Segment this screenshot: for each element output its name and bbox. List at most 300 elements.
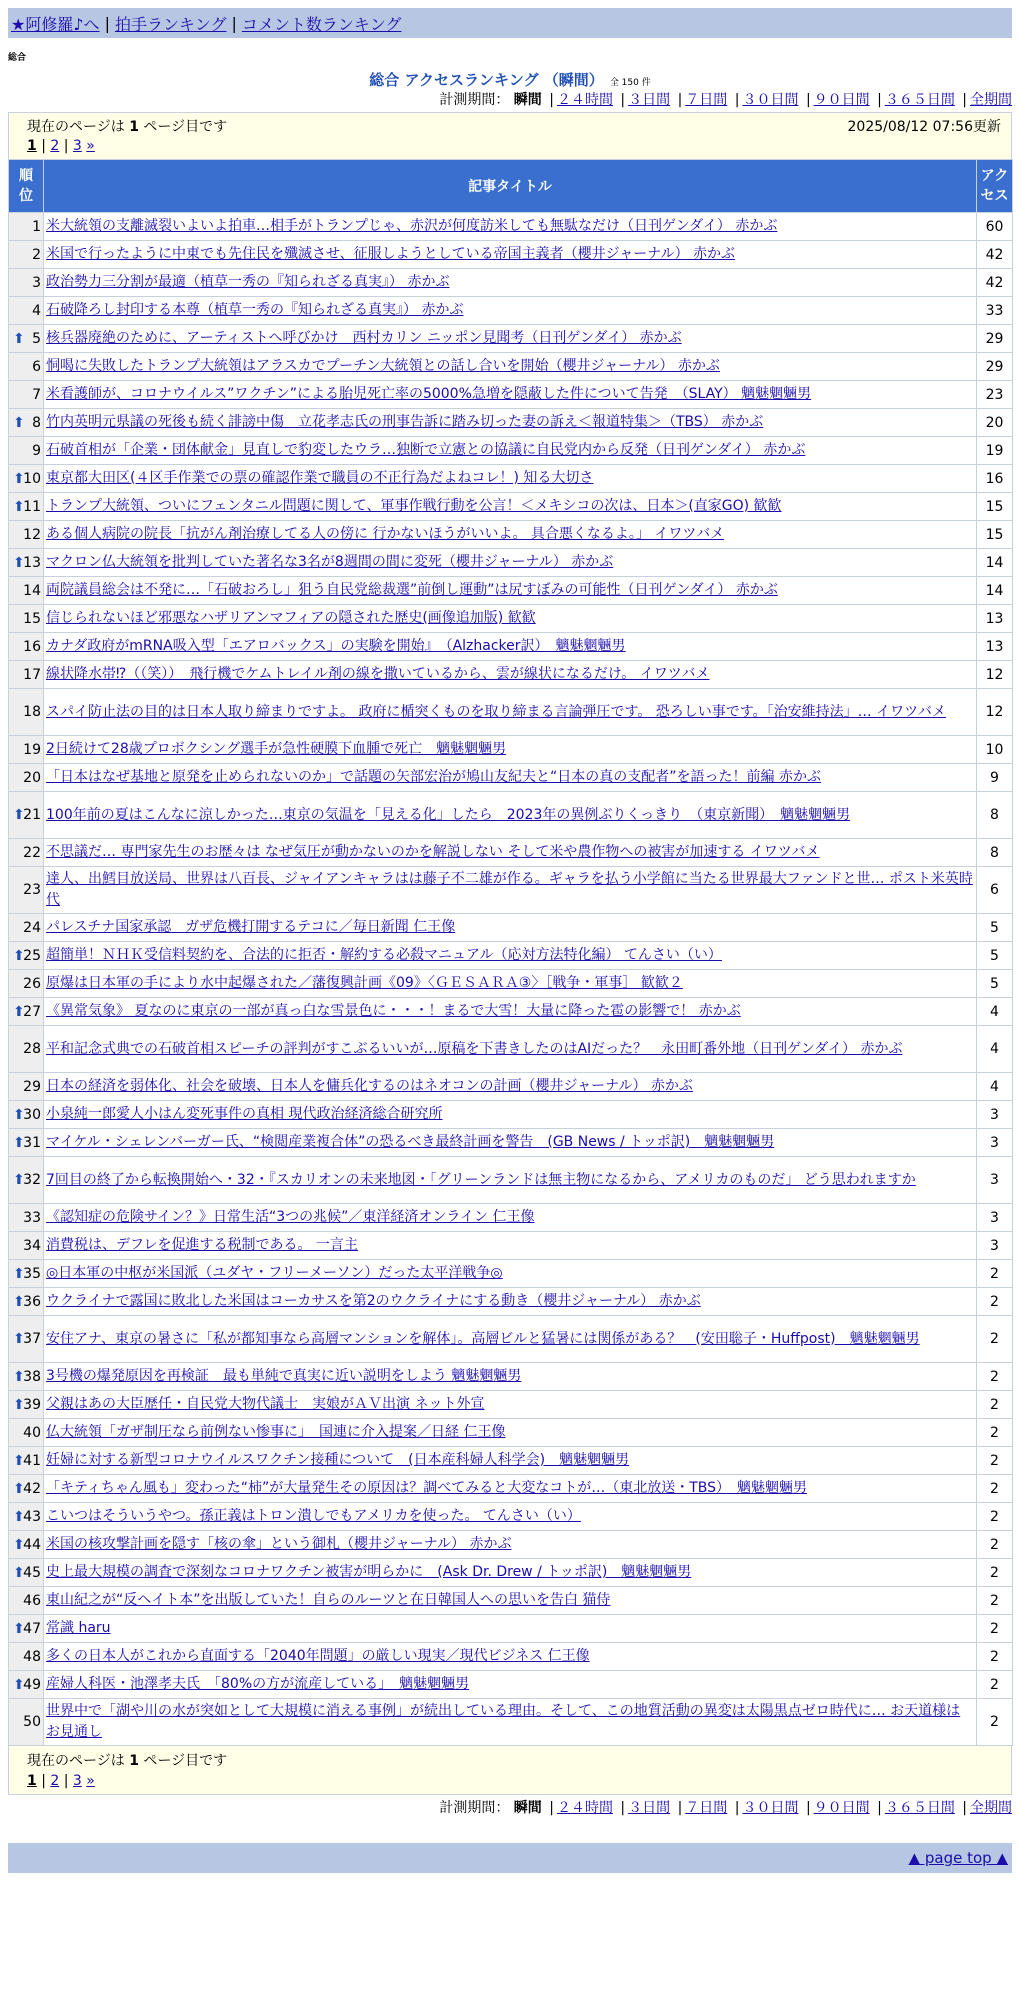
- page-link-next[interactable]: »: [86, 1773, 95, 1789]
- rank-number: 25: [23, 947, 41, 964]
- access-count: 29: [977, 353, 1013, 381]
- up-arrow-icon: ⬆: [13, 1172, 25, 1188]
- table-row: [9, 1363, 1013, 1391]
- period-sep: |: [549, 92, 554, 108]
- access-count: 8: [977, 792, 1013, 839]
- title-cell: [44, 764, 977, 792]
- header-title: 記事タイトル: [44, 160, 977, 213]
- rank-cell: [9, 970, 44, 998]
- table-row: [9, 661, 1013, 689]
- table-row: [9, 437, 1013, 465]
- rank-number: 17: [23, 666, 41, 683]
- article-link[interactable]: トランプ大統領、ついにフェンタニル問題に関して、軍事作戦行動を公言！＜メキシコの次は、日本＞(直家GO) 歓歓: [46, 498, 782, 514]
- rank-number: 4: [32, 302, 41, 319]
- pager-prefix: 現在のページは: [27, 1753, 125, 1769]
- rank-cell: [9, 1475, 44, 1503]
- title-cell: [44, 998, 977, 1026]
- rank-number: 44: [23, 1536, 41, 1553]
- title-cell: [44, 213, 977, 241]
- access-count: 5: [977, 942, 1013, 970]
- total-count: 全 150 件: [609, 78, 651, 88]
- access-count: 4: [977, 998, 1013, 1026]
- rank-number: 18: [23, 704, 41, 720]
- article-link[interactable]: 米看護師が、コロナウイルス”ワクチン”による胎児死亡率の5000%急増を隠蔽した件について告発 （SLAY） 魑魅魍魎男: [46, 386, 812, 402]
- updated-timestamp: 2025/08/12 07:56更新: [847, 119, 1001, 135]
- access-count: 13: [977, 605, 1013, 633]
- table-row: [9, 465, 1013, 493]
- table-row: [9, 1204, 1013, 1232]
- page-link-2[interactable]: 2: [50, 138, 60, 154]
- access-count: 2: [977, 1288, 1013, 1316]
- nav-link-asyura[interactable]: ★阿修羅♪へ: [11, 14, 100, 34]
- page-link-3[interactable]: 3: [72, 138, 82, 154]
- title-cell: [44, 661, 977, 689]
- article-link[interactable]: カナダ政府がmRNA吸入型「エアロバックス」の実験を開始』 （Alzhacker訳） 魑魅魍魎男: [46, 638, 626, 654]
- article-link[interactable]: 100年前の夏はこんなに涼しかった…東京の気温を「見える化」したら 2023年の異例ぶりくっきり （東京新聞） 魑魅魍魎男: [46, 806, 851, 823]
- rank-cell: [9, 465, 44, 493]
- article-link[interactable]: 7回目の終了から転換開始へ・32・『スカリオンの未来地図・「グリーンランドは無主物になるから、アメリカのものだ」 どう思われますか: [46, 1171, 916, 1188]
- period-link-7d[interactable]: ７日間: [685, 1800, 728, 1816]
- period-sep: |: [677, 1800, 683, 1816]
- period-link-365d[interactable]: ３６５日間: [884, 1800, 955, 1816]
- table-row: [9, 1559, 1013, 1587]
- article-link[interactable]: 3号機の爆発原因を再検証 最も単純で真実に近い説明をしよう 魑魅魍魎男: [46, 1368, 522, 1384]
- rank-cell: [9, 764, 44, 792]
- rank-cell: [9, 493, 44, 521]
- period-link-3d[interactable]: ３日間: [628, 92, 671, 108]
- article-link[interactable]: 超簡単！ＮＨＫ受信料契約を、合法的に拒否・解約する必殺マニュアル（応対方法特化編） てんさい（い）: [46, 947, 722, 963]
- up-arrow-icon: ⬆: [13, 1536, 25, 1553]
- table-row: [9, 381, 1013, 409]
- rank-number: 9: [32, 442, 41, 459]
- rank-number: 14: [23, 582, 41, 599]
- rank-number: 32: [23, 1172, 41, 1188]
- rank-number: 5: [32, 330, 41, 347]
- rank-cell: [9, 1101, 44, 1129]
- title-cell: [44, 1157, 977, 1204]
- up-arrow-icon: ⬆: [13, 947, 25, 964]
- rank-number: 28: [23, 1041, 41, 1057]
- title-cell: [44, 970, 977, 998]
- title-cell: [44, 792, 977, 839]
- period-link-24h[interactable]: ２４時間: [556, 92, 613, 108]
- rank-number: 50: [23, 1714, 41, 1730]
- article-link[interactable]: 「日本はなぜ基地と原発を止められないのか」で話題の矢部宏治が鳩山友紀夫と“日本の真の支配者”を語った！前編 赤かぶ: [46, 769, 821, 785]
- rank-cell: [9, 1671, 44, 1699]
- table-row: [9, 1531, 1013, 1559]
- access-count: 16: [977, 465, 1013, 493]
- pager-page-number: 1: [129, 1753, 139, 1769]
- article-link[interactable]: 東山紀之が“反ヘイト本”を出版していた！自らのルーツと在日韓国人への思いを告白 猫侍: [46, 1592, 611, 1608]
- article-link[interactable]: スパイ防止法の目的は日本人取り締まりですよ。 政府に楯突くものを取り締まる言論弾圧です。 恐ろしい事です。「治安維持法」… イワツバメ: [46, 703, 946, 720]
- rank-cell: [9, 1026, 44, 1073]
- access-count: 14: [977, 549, 1013, 577]
- title-cell: [44, 1363, 977, 1391]
- title-cell: [44, 1204, 977, 1232]
- rank-number: 35: [23, 1265, 41, 1282]
- article-link[interactable]: 石破首相が「企業・団体献金」見直しで豹変したウラ…独断で立憲との協議に自民党内から反発（日刊ゲンダイ） 赤かぶ: [46, 442, 806, 458]
- table-row: [9, 297, 1013, 325]
- rank-number: 19: [23, 741, 41, 758]
- table-row: [9, 605, 1013, 633]
- rank-cell: [9, 605, 44, 633]
- period-sep: |: [549, 1800, 554, 1816]
- nav-link-applause-ranking[interactable]: 拍手ランキング: [114, 14, 227, 34]
- title-cell: [44, 1391, 977, 1419]
- access-count: 13: [977, 633, 1013, 661]
- access-count: 29: [977, 325, 1013, 353]
- access-count: 20: [977, 409, 1013, 437]
- article-link[interactable]: 多くの日本人がこれから直面する「2040年問題」の厳しい現実／現代ビジネス 仁王像: [46, 1648, 590, 1664]
- rank-number: 43: [23, 1508, 41, 1525]
- title-cell: [44, 1587, 977, 1615]
- rank-cell: [9, 1531, 44, 1559]
- rank-cell: [9, 1503, 44, 1531]
- table-row: [9, 736, 1013, 764]
- article-link[interactable]: 父親はあの大臣歴任・自民党大物代議士 実娘がＡＶ出演 ネット外宣: [46, 1396, 485, 1412]
- article-link[interactable]: 恫喝に失敗したトランプ大統領はアラスカでプーチン大統領との話し合いを開始（櫻井ジャーナル） 赤かぶ: [46, 358, 720, 374]
- table-row: [9, 493, 1013, 521]
- title-cell: [44, 577, 977, 605]
- rank-number: 2: [32, 246, 41, 263]
- period-link-7d[interactable]: ７日間: [685, 92, 728, 108]
- rank-cell: [9, 437, 44, 465]
- article-link[interactable]: 《異常気象》 夏なのに東京の一部が真っ白な雪景色に・・・！まるで大雪！大量に降った雹の影響で！ 赤かぶ: [46, 1003, 741, 1019]
- article-link[interactable]: 妊婦に対する新型コロナウイルスワクチン接種について (日本産科婦人科学会) 魑魅魍魎男: [46, 1452, 630, 1468]
- rank-cell: [9, 942, 44, 970]
- access-count: 12: [977, 689, 1013, 736]
- title-cell: [44, 1260, 977, 1288]
- table-row: [9, 1671, 1013, 1699]
- article-link[interactable]: 「キティちゃん風も」変わった“柿”が大量発生その原因は？調べてみると大変なコトが…（東北放送・TBS） 魑魅魍魎男: [46, 1480, 808, 1496]
- page-link-next[interactable]: »: [86, 138, 95, 154]
- article-link[interactable]: 線状降水帯⁉（（笑）） 飛行機でケムトレイル剤の線を撒いているから、雲が線状になるだけ。 イワツバメ: [46, 666, 710, 682]
- article-link[interactable]: 消費税は、デフレを促進する税制である。 一言主: [46, 1237, 358, 1253]
- rank-cell: [9, 325, 44, 353]
- access-count: 4: [977, 1026, 1013, 1073]
- rank-number: 16: [23, 638, 41, 655]
- article-link[interactable]: 両院議員総会は不発に…「石破おろし」狙う自民党総裁選”前倒し運動”は尻すぼみの可能性（日刊ゲンダイ） 赤かぶ: [46, 582, 778, 598]
- rank-cell: [9, 297, 44, 325]
- period-link-30d[interactable]: ３０日間: [742, 1800, 799, 1816]
- period-link-all[interactable]: 全期間: [970, 1800, 1012, 1816]
- access-count: 6: [977, 867, 1013, 914]
- article-link[interactable]: 竹内英明元県議の死後も続く誹謗中傷 立花孝志氏の刑事告訴に踏み切った妻の訴え＜報道特集＞（TBS） 赤かぶ: [46, 414, 764, 430]
- page-top-link[interactable]: ▲ page top ▲: [908, 1849, 1008, 1867]
- rank-cell: [9, 1447, 44, 1475]
- period-current: 瞬間: [513, 1800, 542, 1816]
- title-cell: [44, 633, 977, 661]
- title-cell: [44, 689, 977, 736]
- rank-cell: [9, 1391, 44, 1419]
- period-sep: |: [734, 92, 740, 108]
- table-row: [9, 839, 1013, 867]
- period-link-90d[interactable]: ９０日間: [813, 92, 870, 108]
- rank-cell: [9, 549, 44, 577]
- access-count: 15: [977, 493, 1013, 521]
- article-link[interactable]: 不思議だ… 専門家先生のお歴々は なぜ気圧が動かないのかを解説しない そして米や農作物への被害が加速する イワツバメ: [46, 844, 820, 860]
- page-current: 1: [27, 1773, 37, 1789]
- period-selector-bottom: [0, 1797, 1012, 1819]
- article-link[interactable]: 史上最大規模の調査で深刻なコロナワクチン被害が明らかに (Ask Dr. Drew / トッポ訳) 魑魅魍魎男: [46, 1564, 692, 1580]
- rank-number: 48: [23, 1648, 41, 1665]
- rank-cell: [9, 867, 44, 914]
- period-link-all[interactable]: 全期間: [970, 92, 1012, 108]
- title-cell: [44, 1475, 977, 1503]
- article-link[interactable]: 米大統領の支離滅裂いよいよ拍車…相手がトランプじゃ、赤沢が何度訪米しても無駄なだけ（日刊ゲンダイ） 赤かぶ: [46, 218, 778, 234]
- access-count: 23: [977, 381, 1013, 409]
- rank-number: 42: [23, 1480, 41, 1497]
- article-link[interactable]: 政治勢力三分割が最適（植草一秀の『知られざる真実』） 赤かぶ: [46, 274, 450, 290]
- rank-cell: [9, 1204, 44, 1232]
- title-cell: [44, 1026, 977, 1073]
- rank-cell: [9, 1363, 44, 1391]
- nav-separator: |: [104, 13, 110, 33]
- rank-number: 26: [23, 975, 41, 992]
- rank-number: 41: [23, 1452, 41, 1469]
- article-link[interactable]: 核兵器廃絶のために、アーティストへ呼びかけ 西村カリン ニッポン見聞考（日刊ゲンダイ） 赤かぶ: [46, 330, 682, 346]
- title-cell: [44, 241, 977, 269]
- rank-number: 15: [23, 610, 41, 627]
- access-count: 3: [977, 1232, 1013, 1260]
- up-arrow-icon: ⬆: [13, 1620, 25, 1637]
- access-count: 2: [977, 1363, 1013, 1391]
- table-row: [9, 998, 1013, 1026]
- rank-cell: [9, 1260, 44, 1288]
- rank-cell: [9, 353, 44, 381]
- access-count: 2: [977, 1391, 1013, 1419]
- header-access: アクセス: [977, 160, 1013, 213]
- rank-number: 29: [23, 1078, 41, 1095]
- table-row: [9, 1101, 1013, 1129]
- table-row: [9, 1419, 1013, 1447]
- article-link[interactable]: マイケル・シェレンバーガー氏、“検閲産業複合体”の恐るべき最終計画を警告 (GB News / トッポ訳) 魑魅魍魎男: [46, 1134, 775, 1150]
- table-row: [9, 633, 1013, 661]
- up-arrow-icon: ⬆: [13, 1480, 25, 1497]
- page-link-2[interactable]: 2: [50, 1773, 60, 1789]
- rank-number: 49: [23, 1676, 41, 1693]
- table-row: [9, 689, 1013, 736]
- title-cell: [44, 1288, 977, 1316]
- title-cell: [44, 1101, 977, 1129]
- rank-number: 30: [23, 1106, 41, 1123]
- period-link-30d[interactable]: ３０日間: [742, 92, 799, 108]
- rank-cell: [9, 839, 44, 867]
- table-row: [9, 867, 1013, 914]
- article-link[interactable]: パレスチナ国家承認 ガザ危機打開するテコに／毎日新聞 仁王像: [46, 919, 456, 935]
- title-cell: [44, 1503, 977, 1531]
- page-current: 1: [27, 138, 37, 154]
- up-arrow-icon: ⬆: [13, 498, 25, 515]
- period-selector: [0, 88, 1012, 112]
- ranking-table: [8, 159, 1013, 1746]
- article-link[interactable]: 石破降ろし封印する本尊（植草一秀の『知られざる真実』） 赤かぶ: [46, 302, 464, 318]
- rank-cell: [9, 689, 44, 736]
- rank-cell: [9, 736, 44, 764]
- rank-number: 23: [23, 882, 41, 898]
- period-current: 瞬間: [513, 92, 542, 108]
- table-row: [9, 577, 1013, 605]
- period-link-90d[interactable]: ９０日間: [813, 1800, 870, 1816]
- rank-number: 12: [23, 526, 41, 543]
- period-link-24h[interactable]: ２４時間: [556, 1800, 613, 1816]
- article-link[interactable]: 常識 haru: [46, 1620, 111, 1636]
- access-count: 5: [977, 914, 1013, 942]
- rank-number: 1: [32, 218, 41, 235]
- up-arrow-icon: ⬆: [13, 1106, 25, 1123]
- rank-cell: [9, 1559, 44, 1587]
- period-sep: |: [962, 92, 967, 108]
- rank-number: 33: [23, 1209, 41, 1226]
- table-row: [9, 241, 1013, 269]
- title-cell: [44, 1232, 977, 1260]
- article-link[interactable]: 産婦人科医・池澤孝夫氏 「80%の方が流産している」 魑魅魍魎男: [46, 1676, 470, 1692]
- page-title: 総合 アクセスランキング （瞬間）: [369, 71, 604, 89]
- article-link[interactable]: 達人、出鱈目放送局、世界は八百長、ジャイアンキャラはは藤子不二雄が作る。ギャラを払う小学館に当たる世界最大ファンドと世… ポスト米英時代: [46, 871, 973, 908]
- access-count: 42: [977, 269, 1013, 297]
- article-link[interactable]: 《認知症の危険サイン？》日常生活“3つの兆候”／東洋経済オンライン 仁王像: [46, 1209, 535, 1225]
- rank-cell: [9, 269, 44, 297]
- page-links: 1 | 2 | 3 »: [27, 138, 95, 154]
- rank-cell: [9, 661, 44, 689]
- period-link-365d[interactable]: ３６５日間: [884, 92, 955, 108]
- article-link[interactable]: 信じられないほど邪悪なハザリアンマフィアの隠された歴史(画像追加版) 歓歓: [46, 610, 536, 626]
- access-count: 2: [977, 1643, 1013, 1671]
- title-cell: [44, 1316, 977, 1363]
- article-link[interactable]: ◎日本軍の中枢が米国派（ユダヤ・フリーメーソン）だった太平洋戦争◎: [46, 1265, 503, 1281]
- article-link[interactable]: 2日続けて28歳プロボクシング選手が急性硬膜下血腫で死亡 魑魅魍魎男: [46, 741, 507, 757]
- table-row: [9, 521, 1013, 549]
- title-cell: [44, 1643, 977, 1671]
- article-link[interactable]: ある個人病院の院長「抗がん剤治療してる人の傍に 行かないほうがいいよ。 具合悪くなるよ。」 イワツバメ: [46, 526, 725, 542]
- article-link[interactable]: 米国の核攻撃計画を隠す「核の傘」という御札（櫻井ジャーナル） 赤かぶ: [46, 1536, 512, 1552]
- period-sep: |: [962, 1800, 967, 1816]
- top-nav-bar: [8, 8, 1012, 38]
- article-link[interactable]: 東京都大田区(４区手作業での票の確認作業で職員の不正行為だよねコレ！) 知る大切さ: [46, 470, 594, 486]
- title-cell: [44, 1447, 977, 1475]
- up-arrow-icon: ⬆: [13, 1368, 25, 1385]
- rank-number: 13: [23, 554, 41, 571]
- access-count: 2: [977, 1447, 1013, 1475]
- up-arrow-icon: ⬆: [13, 1293, 25, 1310]
- rank-cell: [9, 1073, 44, 1101]
- rank-number: 7: [32, 386, 41, 403]
- up-arrow-icon: ⬆: [13, 1396, 25, 1413]
- article-link[interactable]: 米国で行ったように中東でも先住民を殲滅させ、征服しようとしている帝国主義者（櫻井ジャーナル） 赤かぶ: [46, 246, 736, 262]
- table-row: [9, 792, 1013, 839]
- pager-bottom: 現在のページは 1 ページ目です 1 | 2 | 3 »: [8, 1746, 1012, 1795]
- access-count: 19: [977, 437, 1013, 465]
- title-cell: [44, 465, 977, 493]
- title-cell: [44, 1615, 977, 1643]
- rank-cell: [9, 241, 44, 269]
- table-row: [9, 942, 1013, 970]
- period-sep: |: [620, 92, 626, 108]
- table-row: [9, 1232, 1013, 1260]
- title-cell: [44, 605, 977, 633]
- article-link[interactable]: 平和記念式典での石破首相スピーチの評判がすこぶるいいが…原稿を下書きしたのはAIだった？ 永田町番外地（日刊ゲンダイ） 赤かぶ: [46, 1040, 903, 1057]
- table-row: [9, 1503, 1013, 1531]
- table-row: [9, 1260, 1013, 1288]
- up-arrow-icon: ⬆: [13, 1508, 25, 1525]
- access-count: 3: [977, 1129, 1013, 1157]
- table-row: [9, 1129, 1013, 1157]
- up-arrow-icon: ⬆: [13, 1564, 25, 1581]
- access-count: 2: [977, 1419, 1013, 1447]
- article-link[interactable]: 安住アナ、東京の暑さに「私が都知事なら高層マンションを解体」。高層ビルと猛暑には関係がある？ (安田聡子・Huffpost) 魑魅魍魎男: [46, 1330, 920, 1347]
- period-sep: |: [734, 1800, 740, 1816]
- current-page-text: [27, 116, 227, 138]
- article-link[interactable]: 日本の経済を弱体化、社会を破壊、日本人を傭兵化するのはネオコンの計画（櫻井ジャーナル） 赤かぶ: [46, 1078, 693, 1094]
- rank-number: 6: [32, 358, 41, 375]
- title-cell: [44, 1531, 977, 1559]
- nav-link-comment-ranking[interactable]: コメント数ランキング: [241, 14, 402, 34]
- access-count: 3: [977, 1204, 1013, 1232]
- up-arrow-icon: ⬆: [13, 1003, 25, 1020]
- access-count: 2: [977, 1503, 1013, 1531]
- period-link-3d[interactable]: ３日間: [628, 1800, 671, 1816]
- header-rank: 順位: [9, 160, 44, 213]
- table-row: [9, 325, 1013, 353]
- pager-prefix: 現在のページは: [27, 119, 125, 135]
- rank-cell: [9, 1316, 44, 1363]
- rank-cell: [9, 1129, 44, 1157]
- up-arrow-icon: ⬆: [13, 1134, 25, 1151]
- rank-number: 10: [23, 470, 41, 487]
- table-row: [9, 1447, 1013, 1475]
- table-row: [9, 353, 1013, 381]
- rank-cell: [9, 1643, 44, 1671]
- article-link[interactable]: 原爆は日本軍の手により水中起爆された／藩復興計画《09》〈ＧＥＳＡＲＡ③〉［戦争・軍事］ 歓歓２: [46, 975, 683, 991]
- rank-number: 31: [23, 1134, 41, 1151]
- page-link-3[interactable]: 3: [72, 1773, 82, 1789]
- access-count: 2: [977, 1587, 1013, 1615]
- article-link[interactable]: 仏大統領「ガザ制圧なら前例ない惨事に」 国連に介入提案／日経 仁王像: [46, 1424, 506, 1440]
- rank-number: 36: [23, 1293, 41, 1310]
- title-cell: [44, 297, 977, 325]
- article-link[interactable]: 小泉純一郎愛人小はん変死事件の真相 現代政治経済総合研究所: [46, 1106, 443, 1122]
- article-link[interactable]: マクロン仏大統領を批判していた著名な3名が8週間の間に変死（櫻井ジャーナル） 赤かぶ: [46, 554, 614, 570]
- up-arrow-icon: ⬆: [13, 807, 25, 823]
- access-count: 14: [977, 577, 1013, 605]
- table-row: [9, 1026, 1013, 1073]
- rank-number: 20: [23, 769, 41, 786]
- rank-cell: [9, 1232, 44, 1260]
- title-cell: [44, 1671, 977, 1699]
- article-link[interactable]: ウクライナで露国に敗北した米国はコーカサスを第2のウクライナにする動き（櫻井ジャーナル） 赤かぶ: [46, 1293, 701, 1309]
- rank-cell: [9, 1587, 44, 1615]
- table-row: [9, 914, 1013, 942]
- period-sep: |: [677, 92, 683, 108]
- table-row: [9, 1316, 1013, 1363]
- title-cell: [44, 1073, 977, 1101]
- nav-separator: |: [231, 13, 237, 33]
- table-row: [9, 213, 1013, 241]
- table-row: [9, 970, 1013, 998]
- period-label: 計測期間：: [439, 1800, 510, 1816]
- article-link[interactable]: 世界中で「湖や川の水が突如として大規模に消える事例」が続出している理由。そして、この地質活動の異変は太陽黒点ゼロ時代に… お天道様はお見通し: [46, 1703, 961, 1740]
- table-row: [9, 409, 1013, 437]
- title-cell: [44, 353, 977, 381]
- up-arrow-icon: ⬆: [13, 330, 25, 347]
- table-header-row: [9, 160, 1013, 213]
- access-count: 15: [977, 521, 1013, 549]
- period-label: 計測期間：: [439, 92, 510, 108]
- article-link[interactable]: こいつはそういうやつ。孫正義はトロン潰しでもアメリカを使った。 てんさい（い）: [46, 1508, 581, 1524]
- rank-number: 21: [23, 807, 41, 823]
- rank-number: 46: [23, 1592, 41, 1609]
- access-count: 12: [977, 661, 1013, 689]
